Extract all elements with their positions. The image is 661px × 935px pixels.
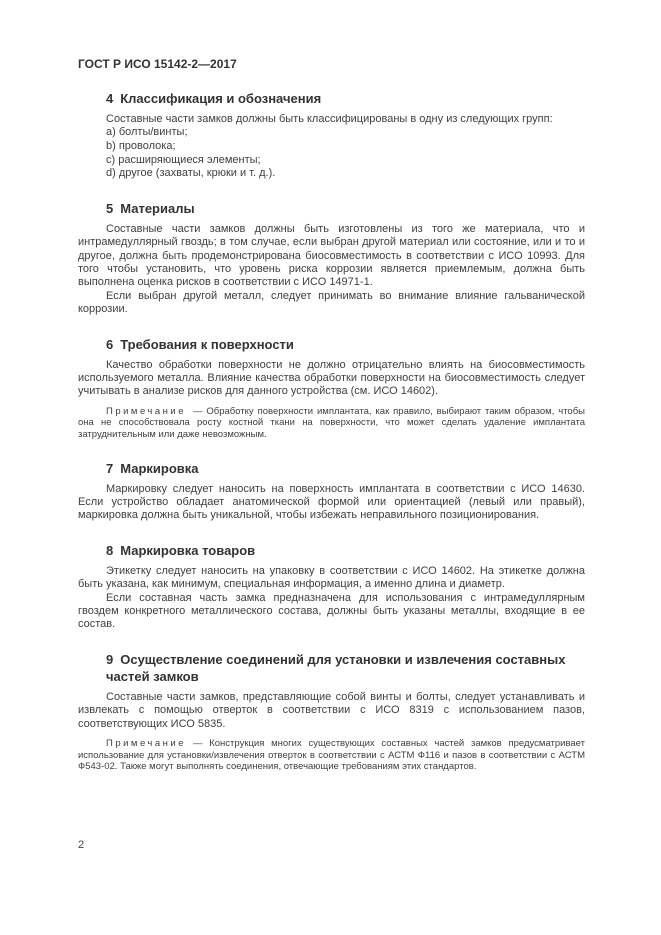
section-title: Осуществление соединений для установки и извлечения составных частей замков (106, 651, 566, 684)
section-title: Требования к поверхности (120, 336, 294, 352)
section-number: 9 (106, 651, 114, 667)
section-heading (78, 336, 585, 353)
section-marking (78, 460, 585, 523)
document-header: ГОСТ Р ИСО 15142-2—2017 (78, 57, 237, 71)
section-title: Маркировка (120, 460, 199, 476)
paragraph: Этикетку следует наносить на упаковку в соответствии с ИСО 14602. На этикетке должна быть указана, как минимум, специальная информация, а именно длина и диаметр. (78, 564, 585, 591)
section-connections (78, 651, 585, 773)
section-title: Маркировка товаров (120, 542, 256, 558)
note-label: Примечание (106, 738, 186, 750)
section-number: 6 (106, 336, 114, 352)
section-number: 7 (106, 460, 114, 476)
section-heading (78, 542, 585, 559)
section-title: Классификация и обозначения (120, 91, 322, 106)
section-heading (78, 460, 585, 477)
section-product-labelling (78, 542, 585, 632)
section-number: 8 (106, 542, 114, 558)
paragraph: Составные части замков, представляющие собой винты и болты, следует устанавливать и извлекать с помощью отверток в соответствии с ИСО 8319 с использованием пазов, соответствующих ИСО 5835. (78, 690, 585, 730)
section-heading (78, 651, 585, 685)
section-heading (78, 200, 585, 217)
paragraph: Составные части замков должны быть классифицированы в одну из следующих групп: (106, 113, 553, 125)
section-title: Материалы (120, 200, 195, 216)
page-number: 2 (78, 839, 85, 851)
paragraph: Если составная часть замка предназначена для использования с интрамедуллярным гвоздем конкретного металлического состава, должны быть указаны металлы, входящие в ее состав. (78, 591, 585, 631)
note (78, 738, 585, 773)
section-materials (78, 200, 585, 317)
section-classification (78, 90, 585, 181)
section-heading (78, 90, 585, 107)
list-item: c) расширяющиеся элементы; (106, 153, 261, 166)
paragraph: Маркировку следует наносить на поверхность имплантата в соответствии с ИСО 14630. Если устройство обладает анатомической формой или ориентацией (левый или правый), маркировка должна быть уникальной, чтобы избежать неправильного позиционирования. (78, 482, 585, 522)
paragraph: Качество обработки поверхности не должно отрицательно влиять на биосовместимость используемого металла. Влияние качества обработки поверхности на биосовместимость следует учитывать в анализе рисков для данного устройства (см. ИСО 14602). (78, 358, 585, 398)
list-item: b) проволока; (106, 140, 176, 152)
list-item: d) другое (захваты, крюки и т. д.). (106, 167, 276, 180)
note-text: — Обработку поверхности имплантата, как правило, выбирают таким образом, чтобы она не способствовала росту костной ткани на поверхности, что может сделать удаление имплантата затруднительным или даже невозможным. (78, 405, 585, 441)
paragraph: Составные части замков должны быть изготовлены из того же материала, что и интрамедуллярный гвоздь; в том случае, если выбран другой материал или состояние, или и то и другое, должна быть продемонстрирована биосовместимость в соответствии с ИСО 10993. Для того чтобы установить, что уровень риска коррозии является приемлемым, должна быть выполнена оценка рисков в соответствии с ИСО 14971-1. (78, 222, 585, 289)
note-text: — Конструкция многих существующих составных частей замков предусматривает использование для установки/извлечения отверток в соответствии с АСТМ Ф116 и пазов в соответствии с АСТМ Ф543-02. Также могут выполнять соединения, отвечающие требованиям этих стандартов. (78, 738, 585, 773)
section-number: 4 (106, 91, 114, 106)
section-number: 5 (106, 200, 114, 216)
note-label: Примечание (106, 405, 186, 417)
note (78, 406, 585, 441)
section-surface-requirements (78, 336, 585, 441)
list-item: a) болты/винты; (106, 126, 188, 139)
paragraph: Если выбран другой металл, следует принимать во внимание влияние гальванической коррозии. (78, 289, 585, 316)
